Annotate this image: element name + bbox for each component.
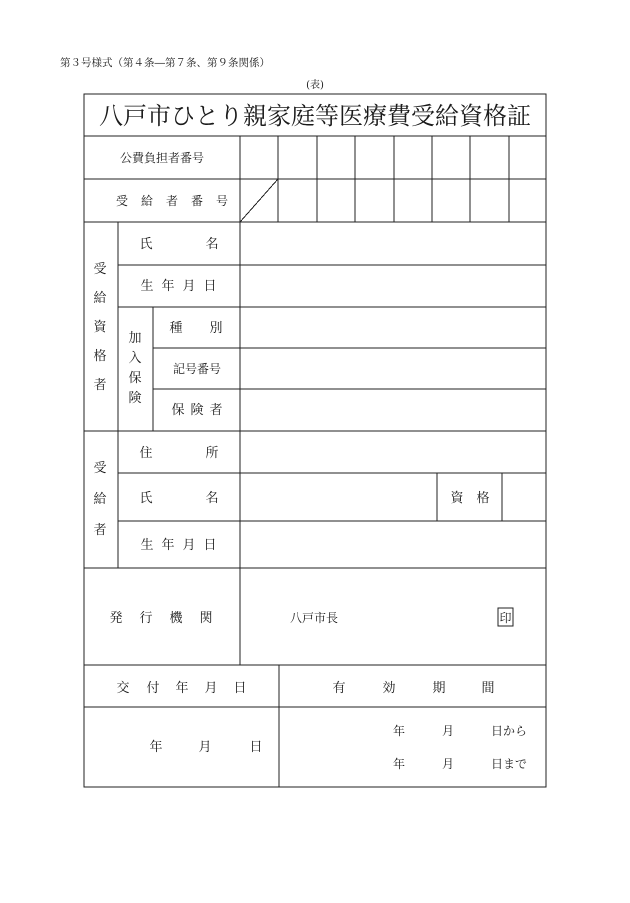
label-char: 者 <box>165 194 179 208</box>
form-title: 八戸市ひとり親家庭等医療費受給資格証 <box>99 102 531 130</box>
front-side-label: (表) <box>306 80 324 91</box>
period-from-month: 月 <box>441 724 455 738</box>
qualified-person-group-label <box>93 262 107 393</box>
form-identifier: 第３号様式（第４条―第７条、第９条関係） <box>60 57 270 69</box>
label-char: 期 <box>432 681 446 696</box>
period-to-year: 年 <box>392 757 406 771</box>
label-char: 名 <box>205 237 219 252</box>
label-char: 有 <box>332 681 346 696</box>
public-expense-number-label: 公費負担者番号 <box>119 151 205 165</box>
label-char: 名 <box>205 491 219 506</box>
issue-date-month: 月 <box>198 740 212 755</box>
label-char: 氏 <box>139 237 153 252</box>
label-char: 効 <box>382 681 396 696</box>
label-char: 者 <box>209 403 223 418</box>
recipient-group-label <box>93 461 106 538</box>
label-char: 生 <box>140 538 154 553</box>
label-char: 受 <box>115 194 129 208</box>
label-char: 関 <box>199 611 213 626</box>
label-char: 給 <box>93 291 107 306</box>
qualified-birthdate-label <box>140 278 216 294</box>
period-from-day: 日から <box>491 724 528 738</box>
label-char: 資 <box>93 320 107 335</box>
label-char: 格 <box>93 349 107 364</box>
insurance-group-label <box>128 330 141 406</box>
label-char: 入 <box>128 351 142 366</box>
label-char: 加 <box>128 331 142 346</box>
label-char: 月 <box>182 279 196 294</box>
label-char: 種 <box>169 321 183 336</box>
label-char: 住 <box>139 446 153 461</box>
label-char: 生 <box>140 279 154 294</box>
label-char: 年 <box>161 538 175 553</box>
valid-period-label <box>332 680 494 696</box>
label-char: 格 <box>476 491 490 506</box>
label-char: 日 <box>233 681 247 696</box>
label-char: 険 <box>190 403 204 418</box>
issue-date-label <box>116 680 246 696</box>
label-char: 別 <box>209 321 223 336</box>
label-char: 番 <box>190 194 204 208</box>
insurance-kind-label <box>169 320 222 336</box>
label-char: 年 <box>175 681 189 696</box>
label-char: 日 <box>203 538 217 553</box>
label-char: 年 <box>161 279 175 294</box>
label-char: 行 <box>139 611 153 626</box>
label-char: 険 <box>128 391 142 406</box>
issuer-value: 八戸市長 <box>290 611 339 625</box>
label-char: 給 <box>93 492 107 507</box>
label-char: 保 <box>128 371 142 386</box>
label-char: 日 <box>203 279 217 294</box>
diagonal-slash <box>240 179 278 222</box>
label-char: 月 <box>204 681 218 696</box>
label-char: 月 <box>182 538 196 553</box>
issuer-label <box>109 610 212 626</box>
label-char: 保 <box>171 403 185 418</box>
label-char: 付 <box>146 681 160 696</box>
label-char: 間 <box>481 681 495 696</box>
label-char: 受 <box>93 461 107 476</box>
symbol-number-label: 記号番号 <box>172 362 222 376</box>
label-char: 発 <box>109 611 123 626</box>
label-char: 交 <box>116 681 130 696</box>
label-char: 号 <box>215 194 229 208</box>
period-to-day: 日まで <box>491 757 528 771</box>
issue-date-day: 日 <box>249 740 263 755</box>
label-char: 資 <box>450 491 464 506</box>
recipient-name-label <box>139 491 218 506</box>
label-char: 者 <box>93 378 107 393</box>
period-from-year: 年 <box>392 724 406 738</box>
recipient-number-label <box>116 193 228 208</box>
seal-mark <box>498 608 513 626</box>
issue-date-year: 年 <box>149 740 163 755</box>
qualification-label <box>450 490 489 506</box>
label-char: 給 <box>140 194 154 208</box>
label-char: 機 <box>169 611 183 626</box>
recipient-address-label <box>139 446 218 461</box>
label-char: 受 <box>93 262 107 277</box>
qualified-name-label <box>139 237 218 252</box>
seal-char: 印 <box>499 611 512 625</box>
insurer-label <box>171 402 222 418</box>
label-char: 者 <box>93 523 107 538</box>
recipient-birthdate-label <box>140 537 216 553</box>
label-char: 氏 <box>139 491 153 506</box>
label-char: 所 <box>205 446 219 461</box>
period-to-month: 月 <box>441 757 455 771</box>
